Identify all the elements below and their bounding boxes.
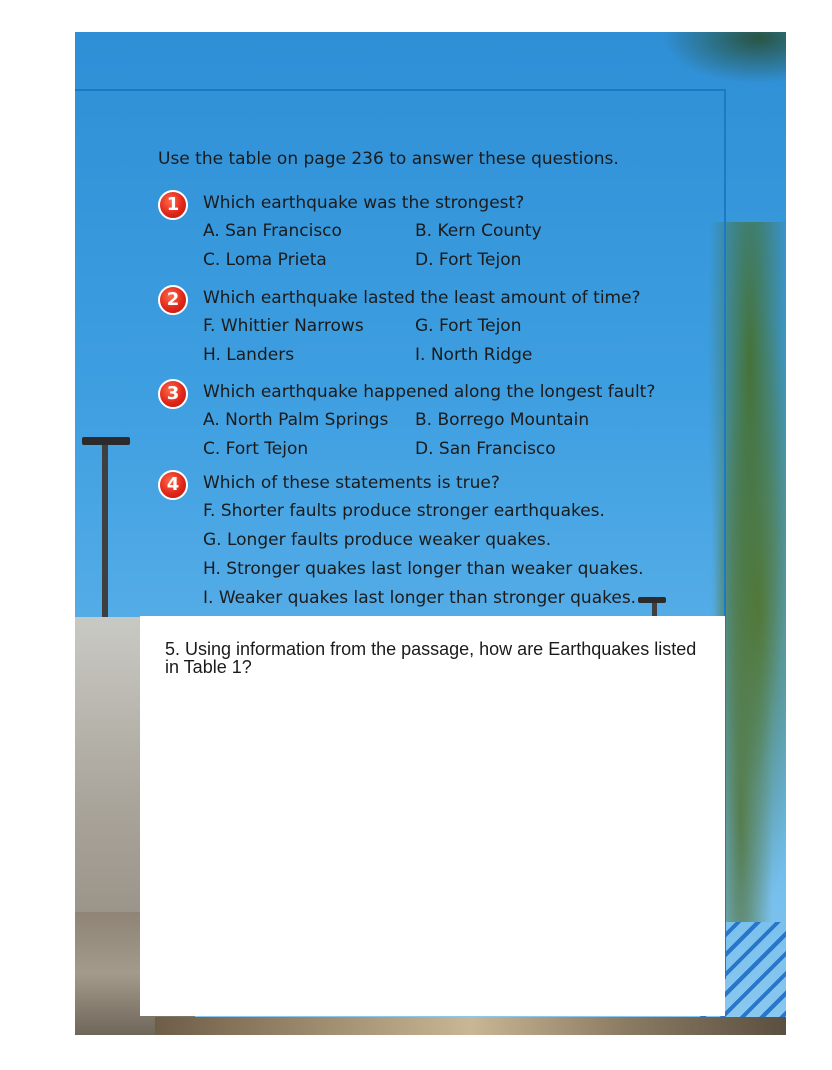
- answer-option[interactable]: D. Fort Tejon: [415, 250, 522, 270]
- answer-option[interactable]: F. Whittier Narrows: [203, 316, 364, 336]
- answer-option[interactable]: C. Loma Prieta: [203, 250, 327, 270]
- answer-option[interactable]: I. North Ridge: [415, 345, 533, 365]
- question-number-badge: 4: [158, 470, 188, 500]
- question-number-badge: 2: [158, 285, 188, 315]
- answer-option[interactable]: F. Shorter faults produce stronger earthquakes.: [203, 501, 605, 521]
- answer-option[interactable]: D. San Francisco: [415, 439, 556, 459]
- question-number-badge: 3: [158, 379, 188, 409]
- question-text: Which earthquake happened along the longest fault?: [203, 382, 656, 402]
- answer-option[interactable]: I. Weaker quakes last longer than stronger quakes.: [203, 588, 637, 608]
- question-5-prompt: 5. Using information from the passage, how are Earthquakes listed in Table 1?: [165, 639, 697, 677]
- answer-option[interactable]: C. Fort Tejon: [203, 439, 309, 459]
- answer-option[interactable]: B. Kern County: [415, 221, 542, 241]
- question-text: Which of these statements is true?: [203, 473, 500, 493]
- question-number-badge: 1: [158, 190, 188, 220]
- answer-option[interactable]: A. San Francisco: [203, 221, 342, 241]
- answer-option[interactable]: A. North Palm Springs: [203, 410, 389, 430]
- answer-option[interactable]: B. Borrego Mountain: [415, 410, 590, 430]
- question-text: Which earthquake was the strongest?: [203, 193, 525, 213]
- question-text: Which earthquake lasted the least amount of time?: [203, 288, 641, 308]
- answer-option[interactable]: H. Landers: [203, 345, 295, 365]
- answer-option[interactable]: G. Fort Tejon: [415, 316, 522, 336]
- instructions: Use the table on page 236 to answer these questions.: [158, 149, 619, 169]
- answer-option[interactable]: H. Stronger quakes last longer than weaker quakes.: [203, 559, 644, 579]
- answer-option[interactable]: G. Longer faults produce weaker quakes.: [203, 530, 552, 550]
